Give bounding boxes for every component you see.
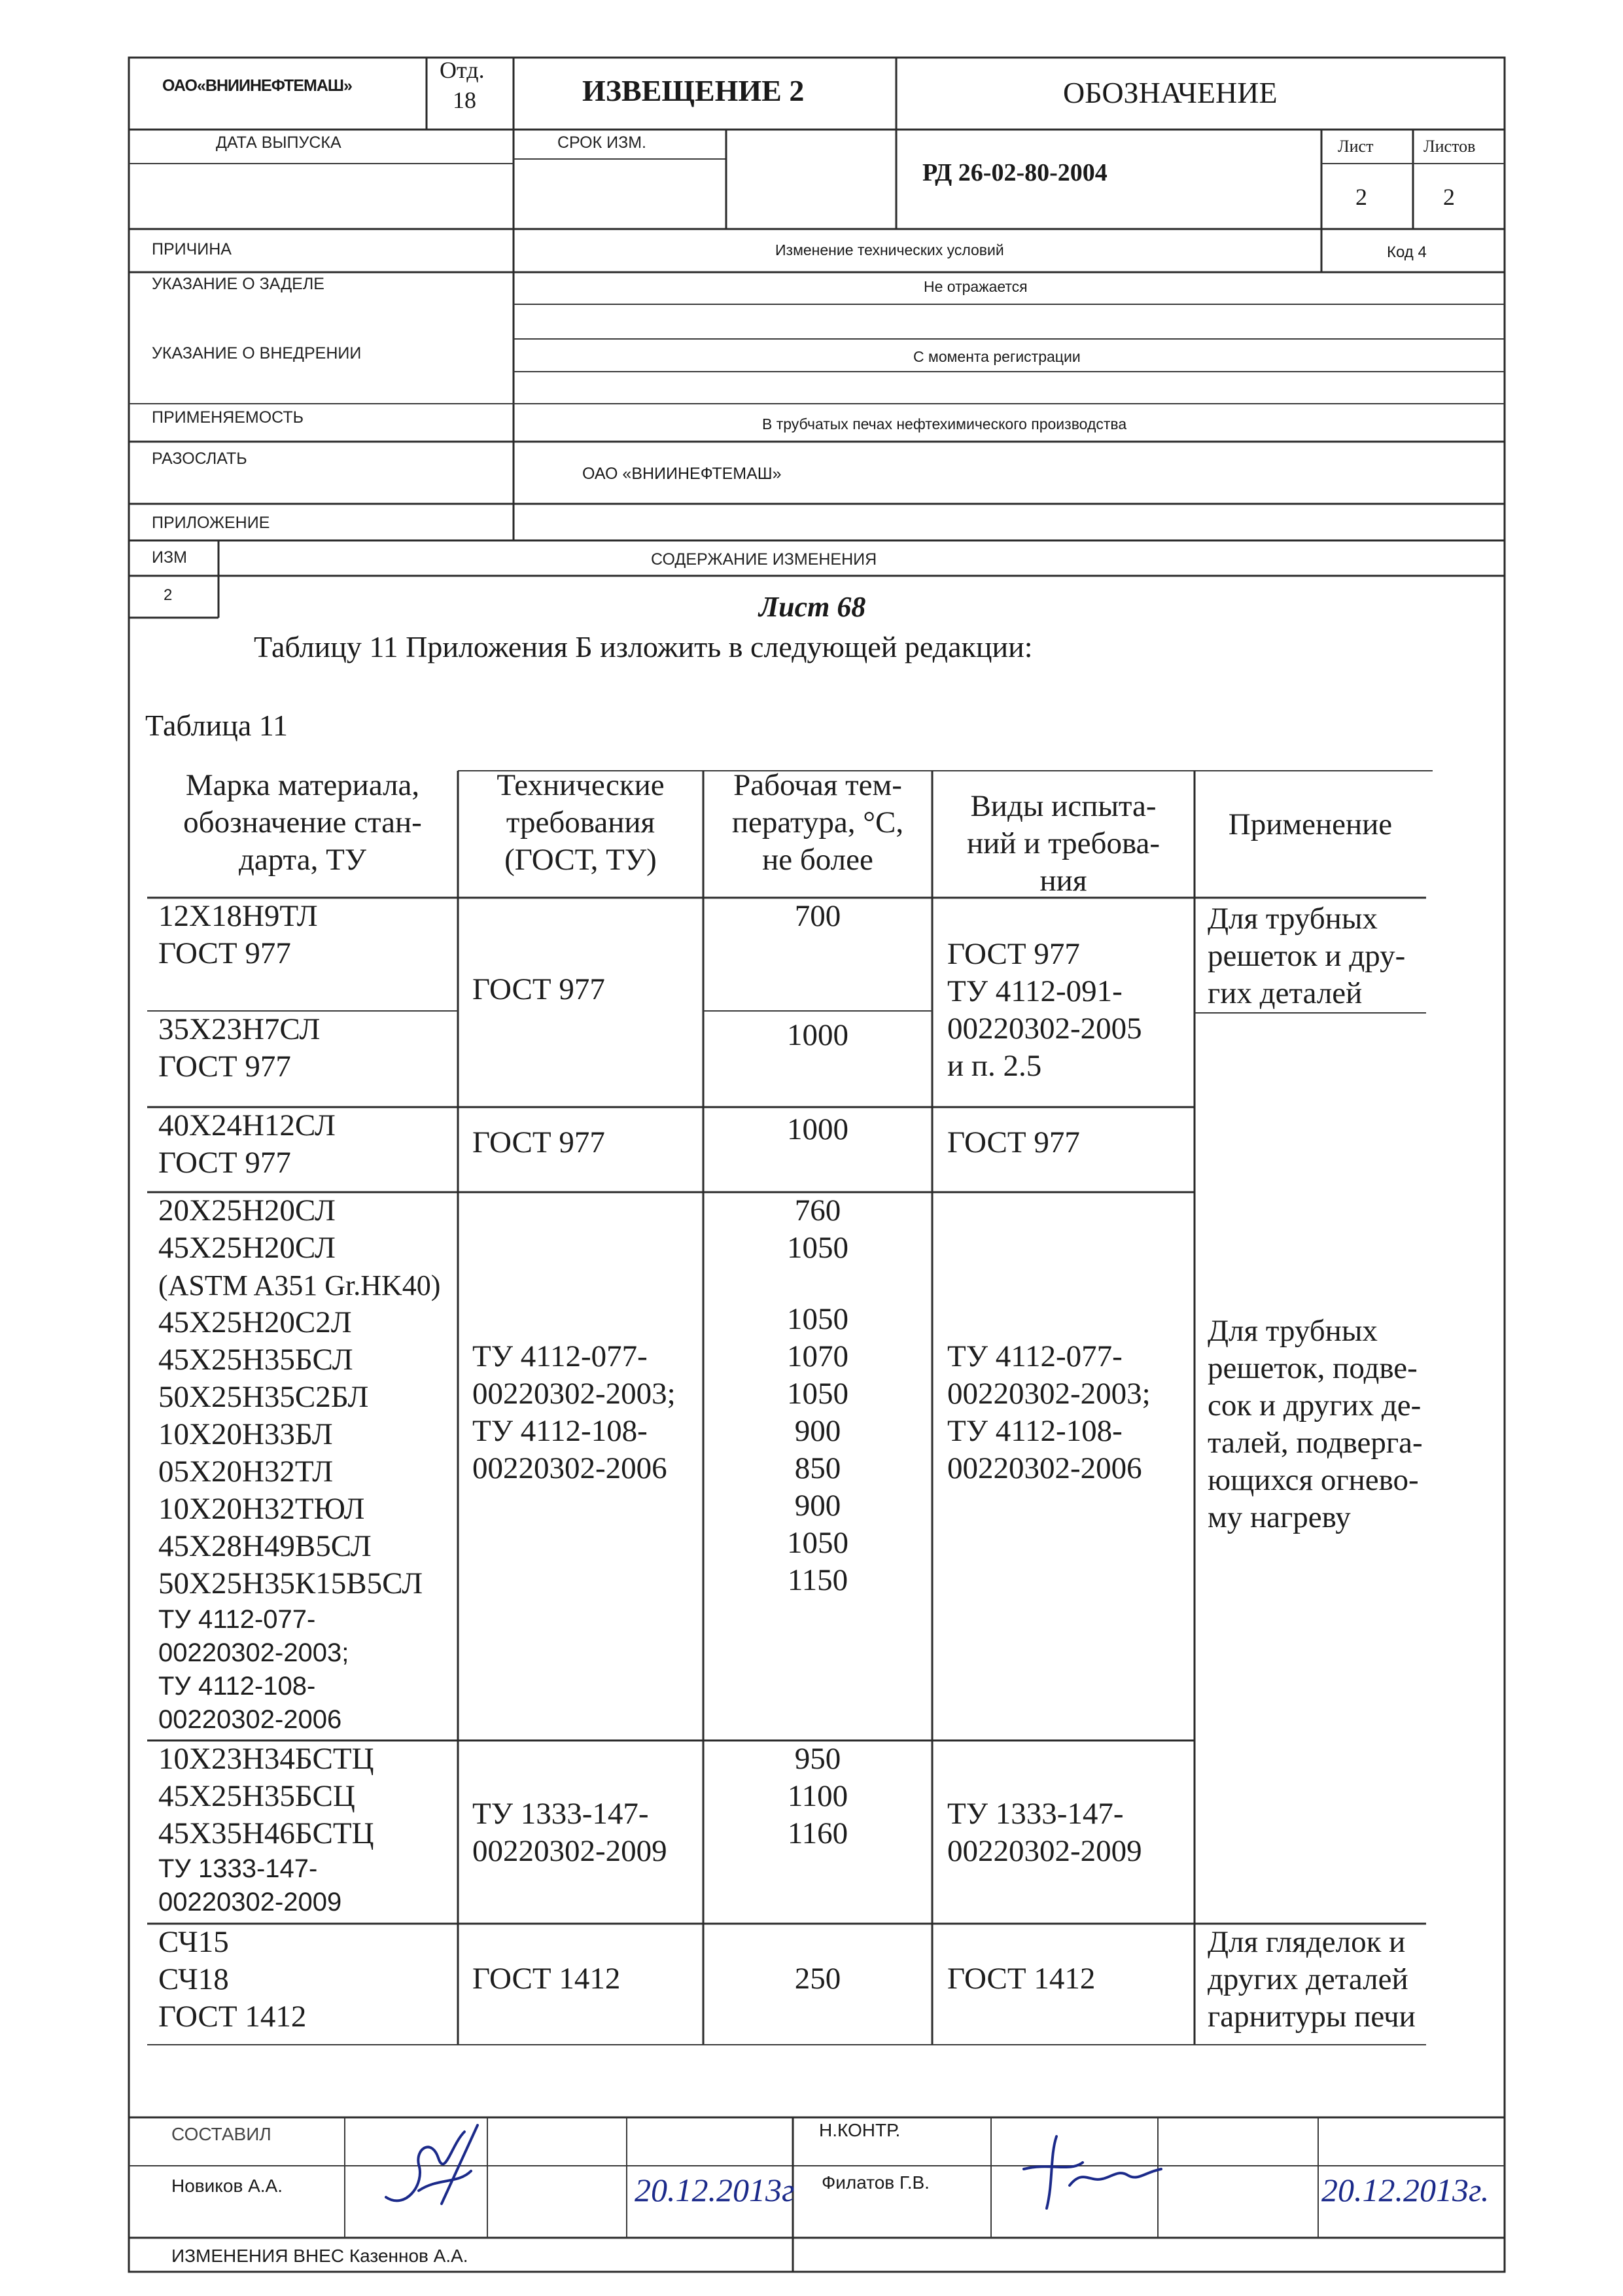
compiled-label: СОСТАВИЛ [171, 2124, 271, 2144]
tech-line: ТУ 4112-108- [472, 1414, 648, 1448]
tests-line: ТУ 1333-147- [947, 1797, 1124, 1831]
g1-material-a [158, 898, 318, 972]
g1-usage [1208, 900, 1405, 1012]
g2-temp: 1000 [787, 1112, 848, 1146]
g2-material [158, 1107, 336, 1182]
izm-label: ИЗМ [152, 548, 187, 567]
usage-line: Для трубных [1208, 902, 1378, 936]
temp-value: 760 [794, 1193, 841, 1227]
usage-line: Для гляделок и [1208, 1925, 1406, 1959]
tests-line: 00220302-2006 [947, 1451, 1142, 1485]
backlog-value: Не отражается [924, 278, 1028, 295]
header-material [147, 767, 458, 879]
dept-number: 18 [453, 87, 476, 113]
material-line: 10Х20Н32ТЮЛ [158, 1492, 365, 1526]
distribute-value: ОАО «ВНИИНЕФТЕМАШ» [582, 465, 782, 483]
material-line: ГОСТ 977 [158, 1146, 291, 1180]
tests-line: ТУ 4112-091- [947, 974, 1123, 1008]
temp-value: 1150 [787, 1563, 848, 1597]
temp-value: 1160 [787, 1816, 848, 1850]
sheets-label: Листов [1423, 137, 1476, 156]
header-line: требования [506, 805, 655, 839]
tests-line: 00220302-2005 [947, 1012, 1142, 1046]
g3-material [158, 1192, 440, 1602]
temp-value: 1050 [787, 1377, 848, 1411]
document-code: РД 26-02-80-2004 [922, 159, 1108, 186]
usage-line: талей, подверга- [1208, 1426, 1423, 1460]
temp-value: 850 [794, 1451, 841, 1485]
tests-line: 00220302-2003; [947, 1377, 1151, 1411]
header-tech [458, 767, 703, 879]
header-line: Марка материала, [185, 768, 420, 802]
compiled-name: Новиков А.А. [171, 2176, 283, 2196]
material-line: 45Х28Н49В5СЛ [158, 1529, 372, 1563]
g3-tests [947, 1338, 1151, 1487]
norm-control-label: Н.КОНТР. [819, 2120, 901, 2140]
temp-value: 1050 [787, 1526, 848, 1560]
material-line: 12Х18Н9ТЛ [158, 899, 318, 933]
tech-line: 00220302-2009 [472, 1834, 667, 1868]
usage-line: решеток, подве- [1208, 1351, 1418, 1385]
g4-material-tu [158, 1852, 341, 1919]
sheets-count: 2 [1443, 184, 1455, 210]
material-line: 20Х25Н20СЛ [158, 1193, 336, 1227]
header-line: Применение [1228, 807, 1393, 841]
changes-made-by: ИЗМЕНЕНИЯ ВНЕС Казеннов А.А. [171, 2246, 468, 2266]
material-line: 45Х25Н35БСЛ [158, 1343, 353, 1377]
header-line: (ГОСТ, ТУ) [504, 843, 657, 877]
g1-tests [947, 936, 1142, 1085]
tests-line: ТУ 4112-108- [947, 1414, 1123, 1448]
applicability-value: В трубчатых печах нефтехимического производства [762, 415, 1127, 433]
temp-value: 1070 [787, 1339, 848, 1373]
usage-line: ющихся огнево- [1208, 1463, 1419, 1497]
tests-line: ГОСТ 977 [947, 937, 1080, 971]
sheet-number: 2 [1355, 184, 1367, 210]
material-line: 50Х25Н35С2БЛ [158, 1380, 369, 1414]
sheet-label: Лист [1338, 137, 1374, 156]
temp-value: 950 [794, 1742, 841, 1776]
usage-line: гарнитуры печи [1208, 2000, 1416, 2034]
g5-tests: ГОСТ 1412 [947, 1962, 1096, 1996]
g3-usage [1208, 1313, 1423, 1536]
material-line: 45Х25Н20СЛ [158, 1231, 336, 1265]
material-line: ТУ 4112-077- [158, 1605, 316, 1634]
temp-value: 900 [794, 1489, 841, 1523]
g4-tests [947, 1795, 1142, 1870]
g2-tech: ГОСТ 977 [472, 1125, 605, 1159]
material-line: 45Х25Н35БСЦ [158, 1779, 355, 1813]
dept-label: Отд. [440, 57, 485, 83]
g4-material [158, 1740, 374, 1852]
code-label: Код 4 [1387, 243, 1427, 261]
tech-line: 00220302-2003; [472, 1377, 676, 1411]
g1-tech: ГОСТ 977 [472, 972, 605, 1006]
change-term-label: СРОК ИЗМ. [557, 133, 646, 152]
usage-line: гих деталей [1208, 976, 1363, 1010]
g5-temp: 250 [794, 1962, 841, 1996]
tech-line: 00220302-2006 [472, 1451, 667, 1485]
material-line: 00220302-2003; [158, 1638, 349, 1667]
header-line: ний и требова- [966, 826, 1161, 860]
sheet-heading: Лист 68 [759, 591, 866, 623]
material-line: (ASTM A351 Gr.HK40) [158, 1269, 441, 1301]
reason-label: ПРИЧИНА [152, 240, 232, 258]
appendix-label: ПРИЛОЖЕНИЕ [152, 514, 270, 532]
material-line: 00220302-2006 [158, 1705, 342, 1734]
header-line: не более [762, 843, 873, 877]
g3-material-tu [158, 1603, 349, 1737]
tests-line: 00220302-2009 [947, 1834, 1142, 1868]
g5-tech: ГОСТ 1412 [472, 1962, 621, 1996]
header-line: обозначение стан- [183, 805, 422, 839]
material-line: 45Х35Н46БСТЦ [158, 1816, 374, 1850]
temp-value [703, 1267, 932, 1301]
usage-line: решеток и дру- [1208, 939, 1406, 973]
header-line: Рабочая тем- [733, 768, 902, 802]
issue-date-label: ДАТА ВЫПУСКА [216, 133, 341, 152]
usage-line: сок и других де- [1208, 1388, 1422, 1422]
usage-line: Для трубных [1208, 1314, 1378, 1348]
material-line: ГОСТ 977 [158, 936, 291, 970]
norm-control-name: Филатов Г.В. [822, 2172, 930, 2193]
header-line: Виды испыта- [970, 789, 1157, 823]
material-line: СЧ15 [158, 1925, 229, 1959]
material-line: 50Х25Н35К15В5СЛ [158, 1566, 423, 1600]
compiled-signature [379, 2119, 491, 2217]
g4-temps [703, 1740, 932, 1852]
designation-label: ОБОЗНАЧЕНИЕ [1063, 76, 1278, 109]
material-line: 40Х24Н12СЛ [158, 1108, 336, 1142]
implementation-label: УКАЗАНИЕ О ВНЕДРЕНИИ [152, 344, 362, 362]
temp-value: 1100 [787, 1779, 848, 1813]
material-line: 35Х23Н7СЛ [158, 1012, 321, 1046]
g1-temp-a: 700 [794, 899, 841, 933]
g3-temps [703, 1192, 932, 1599]
material-line: 10Х23Н34БСТЦ [158, 1742, 374, 1776]
tests-line: и п. 2.5 [947, 1049, 1042, 1083]
g4-tech [472, 1795, 667, 1870]
implementation-value: С момента регистрации [913, 348, 1081, 365]
material-line: ГОСТ 1412 [158, 2000, 307, 2034]
izm-number: 2 [164, 586, 173, 604]
notice-title: ИЗВЕЩЕНИЕ 2 [582, 74, 805, 107]
material-line: 10Х20Н33БЛ [158, 1417, 333, 1451]
material-line: 00220302-2009 [158, 1888, 342, 1916]
norm-control-date: 20.12.2013г. [1321, 2172, 1490, 2208]
tests-line: ТУ 4112-077- [947, 1339, 1123, 1373]
g1-material-b [158, 1011, 320, 1086]
material-line: ТУ 1333-147- [158, 1854, 318, 1883]
temp-value: 900 [794, 1414, 841, 1448]
material-line: ТУ 4112-108- [158, 1672, 316, 1701]
material-line: СЧ18 [158, 1962, 229, 1996]
organization-name: ОАО«ВНИИНЕФТЕМАШ» [162, 77, 352, 95]
table-caption: Таблица 11 [145, 709, 288, 742]
usage-line: других деталей [1208, 1962, 1408, 1996]
g2-tests: ГОСТ 977 [947, 1125, 1080, 1159]
instruction-text: Таблицу 11 Приложения Б изложить в следующей редакции: [254, 630, 1033, 663]
material-line: 45Х25Н20С2Л [158, 1305, 352, 1339]
content-label: СОДЕРЖАНИЕ ИЗМЕНЕНИЯ [651, 550, 877, 569]
header-line: Технические [497, 768, 665, 802]
applicability-label: ПРИМЕНЯЕМОСТЬ [152, 408, 304, 427]
header-line: ния [1039, 864, 1087, 898]
g5-usage [1208, 1924, 1416, 2036]
tech-line: ТУ 1333-147- [472, 1797, 649, 1831]
header-line: дарта, ТУ [238, 843, 367, 877]
usage-line: му нагреву [1208, 1500, 1351, 1534]
material-line: 05Х20Н32ТЛ [158, 1455, 334, 1489]
g1-temp-b: 1000 [787, 1018, 848, 1052]
header-tests [932, 788, 1195, 900]
distribute-label: РАЗОСЛАТЬ [152, 450, 247, 468]
backlog-label: УКАЗАНИЕ О ЗАДЕЛЕ [152, 275, 324, 293]
compiled-date: 20.12.2013г [635, 2172, 795, 2208]
header-usage [1195, 806, 1426, 843]
reason-value: Изменение технических условий [775, 241, 1004, 258]
tech-line: ТУ 4112-077- [472, 1339, 648, 1373]
g5-material [158, 1924, 306, 2036]
header-temp [703, 767, 932, 879]
header-line: пература, °С, [731, 805, 904, 839]
temp-value: 1050 [787, 1231, 848, 1265]
g3-tech [472, 1338, 676, 1487]
material-line: ГОСТ 977 [158, 1050, 291, 1084]
temp-value: 1050 [787, 1302, 848, 1336]
norm-control-signature [1011, 2123, 1168, 2215]
